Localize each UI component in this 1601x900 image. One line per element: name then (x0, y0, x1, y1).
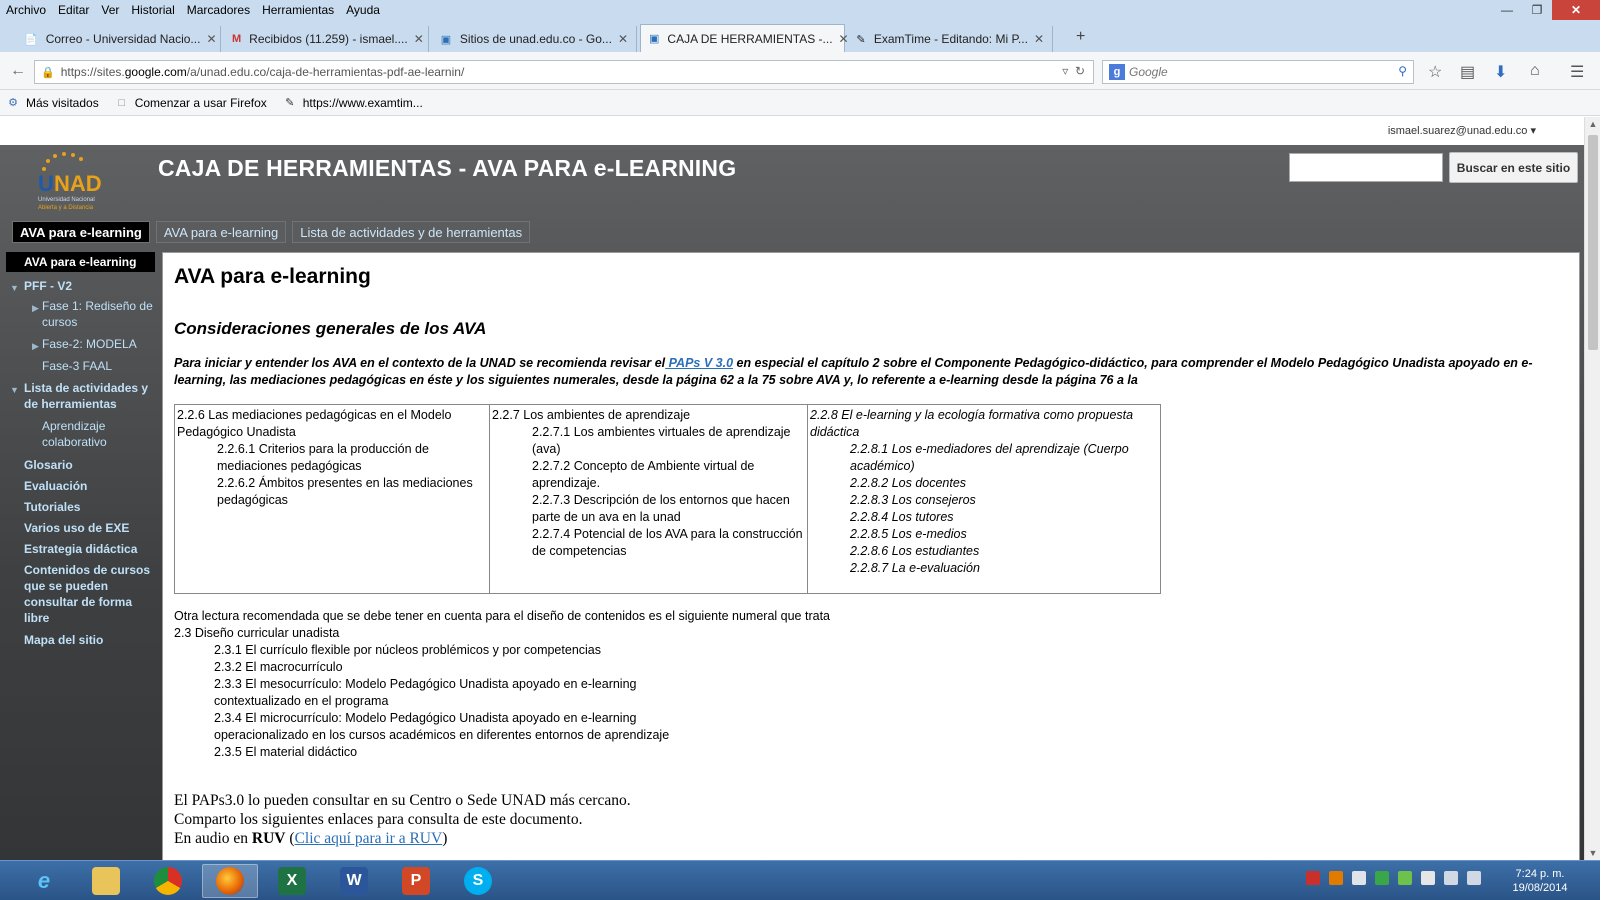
list-item: 2.3.5 El material didáctico (214, 745, 358, 759)
menu-marcadores[interactable]: Marcadores (186, 3, 251, 17)
security-icon[interactable] (1375, 871, 1389, 885)
web-page (0, 117, 1584, 860)
tab-label: CAJA DE HERRAMIENTAS -... (667, 31, 833, 46)
star-icon[interactable]: ☆ (1428, 64, 1443, 81)
reading-section (174, 608, 830, 761)
scrollbar-thumb[interactable] (1588, 135, 1598, 350)
pencil-icon: ✎ (856, 33, 866, 46)
network-icon[interactable] (1444, 871, 1458, 885)
site-container (0, 145, 1584, 860)
sidebar-item-contenidos[interactable]: Contenidos de cursos que se pueden consultar de forma libre (24, 563, 151, 625)
reading-title: 2.3 Diseño curricular unadista (174, 626, 340, 640)
collapsed-triangle-icon[interactable]: ▶ (32, 303, 39, 313)
tab-correo[interactable] (16, 26, 221, 52)
minimize-icon[interactable]: — (1501, 3, 1513, 17)
reading-list-icon[interactable]: ▤ (1460, 64, 1476, 81)
search-icon[interactable]: ⚲ (1398, 64, 1407, 78)
list-item: 2.3.2 El macrocurrículo (214, 660, 343, 674)
page-scrollbar[interactable] (1584, 117, 1600, 860)
section-heading: Consideraciones generales de los AVA (174, 319, 487, 338)
sites-icon: ▣ (440, 33, 452, 46)
ruv-link[interactable]: Clic aquí para ir a RUV (294, 830, 443, 847)
table-cell-elearning: 2.2.8 El e-learning y la ecología formativa como propuesta didáctica 2.2.8.1 Los e-mediadores del aprendizaje (Cuerpo académico) 2.2.8.2 Los docentes 2.2.8.3 Los consejeros 2.2.8.4 Los tutores 2.2.8.5 Los e-medios 2.2.8.6 Los estudiantes 2.2.8.7 La e-evaluación (808, 405, 1161, 594)
window-controls (1492, 0, 1600, 20)
user-bar (0, 117, 1584, 145)
tab-label: Sitios de unad.edu.co - Go... (459, 32, 612, 46)
topnav-ava-active[interactable]: AVA para e-learning (12, 221, 150, 243)
svg-text:Universidad Nacional: Universidad Nacional (38, 197, 95, 203)
powerpoint-icon[interactable]: P (388, 864, 444, 898)
close-tab-icon[interactable]: ✕ (617, 32, 628, 46)
tab-label: Recibidos (11.259) - ismael.... (249, 32, 408, 46)
close-icon[interactable]: ✕ (1552, 0, 1600, 20)
sidebar-item-varios[interactable]: Varios uso de EXE (24, 521, 130, 535)
sidebar-item-fase3[interactable]: Fase-3 FAAL (42, 359, 113, 373)
bookmarks-bar (0, 90, 1600, 116)
home-icon[interactable]: ⌂ (1530, 62, 1540, 79)
menu-ver[interactable]: Ver (101, 3, 120, 17)
table-cell-mediaciones: 2.2.6 Las mediaciones pedagógicas en el Modelo Pedagógico Unadista 2.2.6.1 Criterios para la producción de mediaciones pedagógicas 2.2.6.2 Ámbitos presentes en las mediaciones pedagógicas (175, 405, 490, 594)
sites-icon: ▣ (649, 33, 660, 45)
sidebar-item-aprendizaje[interactable]: Aprendizaje colaborativo (42, 419, 107, 449)
tab-sitios[interactable] (432, 26, 637, 52)
bookmark-label: Comenzar a usar Firefox (134, 95, 267, 110)
table-cell-ambientes: 2.2.7 Los ambientes de aprendizaje 2.2.7.1 Los ambientes virtuales de aprendizaje (ava) 2.2.7.2 Concepto de Ambiente virtual de aprendizaje. 2.2.7.3 Descripción de los entornos que hacen parte de un ava en la unad 2.2.7.4 Potencial de los AVA para la construcción de competencias (490, 405, 808, 594)
menu-ayuda[interactable]: Ayuda (346, 3, 380, 17)
sidebar-item-fase1[interactable]: ▶ Fase 1: Rediseño de cursos (32, 299, 153, 329)
bookmark-label: Más visitados (26, 95, 99, 110)
tab-examtime[interactable] (848, 26, 1053, 52)
download-icon[interactable]: ⬇ (1494, 64, 1508, 81)
tab-bar (0, 20, 1600, 52)
url-host: google.com (124, 65, 187, 79)
acrobat-icon[interactable] (1306, 871, 1320, 885)
new-tab-icon[interactable]: + (1076, 28, 1086, 45)
clock-time: 7:24 p. m. (1515, 868, 1565, 880)
unad-logo[interactable] (36, 151, 116, 213)
chrome-icon[interactable] (140, 864, 196, 898)
back-arrow-icon[interactable]: ← (10, 62, 26, 79)
close-tab-icon[interactable]: ✕ (1033, 32, 1044, 46)
reload-icon[interactable]: ▿ ↻ (1062, 64, 1085, 78)
intro-paragraph: Para iniciar y entender los AVA en el contexto de la UNAD se recomienda revisar el PAPs V 3.0 en especial el capítulo 2 sobre el Componente Pedagógico-didáctico, para comprender el Modelo Pedagógico Unadista apoyado en e-learning, las mediaciones pedagógicas en éste y los siguientes numerales, desde la página 62 a la 75 sobre AVA y, lo referente a e-learning desde la página 76 a la (174, 356, 1533, 387)
bookmark-most-visited[interactable] (6, 96, 99, 110)
paps-note: El PAPs3.0 lo pueden consultar en su Centro o Sede UNAD más cercano. Comparto los siguientes enlaces para consulta de este documento. En audio en RUV (Clic aquí para ir a RUV) (174, 792, 631, 847)
sidebar-item-lista[interactable]: ▼ Lista de actividades y de herramientas (10, 381, 149, 411)
bookmark-label: https://www.examtim... (302, 95, 423, 110)
excel-icon[interactable]: X (264, 864, 320, 898)
close-tab-icon[interactable]: ✕ (413, 32, 424, 46)
sidebar-item-glosario[interactable]: Glosario (24, 458, 73, 472)
sidebar-item-tutoriales[interactable]: Tutoriales (24, 500, 81, 514)
topnav-ava[interactable]: AVA para e-learning (156, 221, 286, 243)
url-prefix: https://sites. (60, 65, 125, 79)
scroll-up-icon[interactable]: ▲ (1588, 119, 1598, 129)
topnav-lista-actividades[interactable]: Lista de actividades y de herramientas (292, 221, 530, 243)
menu-icon[interactable]: ☰ (1570, 64, 1585, 81)
menu-archivo[interactable]: Archivo (6, 3, 47, 17)
sidebar (6, 252, 155, 650)
skype-icon[interactable]: S (450, 864, 506, 898)
url-path: /a/unad.edu.co/caja-de-herramientas-pdf-ae-learnin/ (186, 65, 465, 79)
svg-text:U: U (38, 171, 54, 196)
site-search-input[interactable] (1289, 153, 1443, 182)
word-icon[interactable]: W (326, 864, 382, 898)
sidebar-item-evaluacion[interactable]: Evaluación (24, 479, 88, 493)
sidebar-item-mapa[interactable]: Mapa del sitio (24, 633, 104, 647)
bookmark-folder-icon: ⚙ (8, 97, 18, 109)
explorer-icon[interactable] (78, 864, 134, 898)
volume-icon[interactable] (1467, 871, 1481, 885)
restore-icon[interactable]: ❐ (1531, 3, 1543, 17)
scroll-down-icon[interactable]: ▼ (1588, 848, 1598, 858)
top-navigation (12, 221, 536, 243)
url-bar[interactable] (34, 60, 1094, 84)
search-placeholder: Google (1129, 65, 1168, 79)
svg-text:NAD: NAD (54, 171, 102, 196)
pencil-icon: ✎ (285, 97, 295, 109)
list-item: 2.3.1 El currículo flexible por núcleos problémicos y por competencias (214, 643, 601, 657)
main-content (162, 252, 1580, 862)
search-box[interactable] (1102, 60, 1414, 84)
taskbar (0, 860, 1600, 900)
expanded-triangle-icon[interactable]: ▼ (10, 283, 19, 293)
user-email[interactable]: ismael.suarez@unad.edu.co ▾ (1387, 125, 1536, 137)
close-tab-icon[interactable]: ✕ (838, 31, 849, 46)
sidebar-item-estrategia[interactable]: Estrategia didáctica (24, 542, 138, 556)
svg-text:Abierta y a Distancia: Abierta y a Distancia (38, 205, 94, 211)
close-tab-icon[interactable]: ✕ (206, 32, 217, 46)
list-item: 2.3.4 El microcurrículo: Modelo Pedagógico Unadista apoyado en e-learning operacionalizado en los cursos académicos en diferentes entornos de aprendizaje (214, 711, 670, 742)
expanded-triangle-icon[interactable]: ▼ (10, 385, 19, 395)
paps-link[interactable]: PAPs V 3.0 (665, 356, 734, 370)
menu-editar[interactable]: Editar (58, 3, 90, 17)
page-title: AVA para e-learning (174, 265, 371, 288)
menu-herramientas[interactable]: Herramientas (262, 3, 335, 17)
bookmark-getting-started[interactable] (115, 96, 267, 110)
tab-gmail[interactable] (224, 26, 429, 52)
update-icon[interactable] (1398, 871, 1412, 885)
tab-caja-de-herramientas[interactable] (640, 24, 849, 52)
gmail-icon: M (232, 33, 242, 45)
menu-historial[interactable]: Historial (131, 3, 175, 17)
reading-intro: Otra lectura recomendada que se debe tener en cuenta para el diseño de contenidos es el siguiente numeral que trata (174, 609, 830, 623)
menu-bar (0, 0, 1600, 20)
site-search-button[interactable]: Buscar en este sitio (1449, 152, 1578, 183)
ie-icon[interactable]: e (37, 868, 51, 893)
java-icon[interactable] (1329, 871, 1343, 885)
list-item: 2.3.3 El mesocurrículo: Modelo Pedagógico Unadista apoyado en e-learning contextualizado en el programa (214, 677, 637, 708)
lock-icon: 🔒 (41, 66, 55, 79)
system-clock[interactable] (1500, 867, 1580, 895)
page-icon: □ (118, 96, 126, 109)
firefox-icon[interactable] (202, 864, 258, 898)
clock-date: 19/08/2014 (1512, 882, 1568, 894)
navigation-bar (0, 52, 1600, 90)
system-tray (1306, 871, 1490, 885)
site-title[interactable]: CAJA DE HERRAMIENTAS - AVA PARA e-LEARNING (158, 155, 737, 181)
action-center-icon[interactable] (1421, 871, 1435, 885)
sidebar-item-fase2[interactable]: ▶ Fase-2: MODELA (6, 334, 155, 354)
collapsed-triangle-icon[interactable]: ▶ (32, 341, 39, 351)
tab-label: Correo - Universidad Nacio... (45, 32, 201, 46)
sidebar-item-pff[interactable]: ▼ PFF - V2 (6, 276, 155, 296)
google-icon[interactable]: g (1109, 64, 1125, 80)
numerals-table (174, 404, 1161, 594)
tab-label: ExamTime - Editando: Mi P... (873, 32, 1028, 46)
sync-icon[interactable] (1352, 871, 1366, 885)
sidebar-item-ava[interactable]: AVA para e-learning (6, 252, 155, 272)
bookmark-examtime[interactable] (283, 96, 423, 110)
document-icon: 📄 (24, 33, 38, 46)
